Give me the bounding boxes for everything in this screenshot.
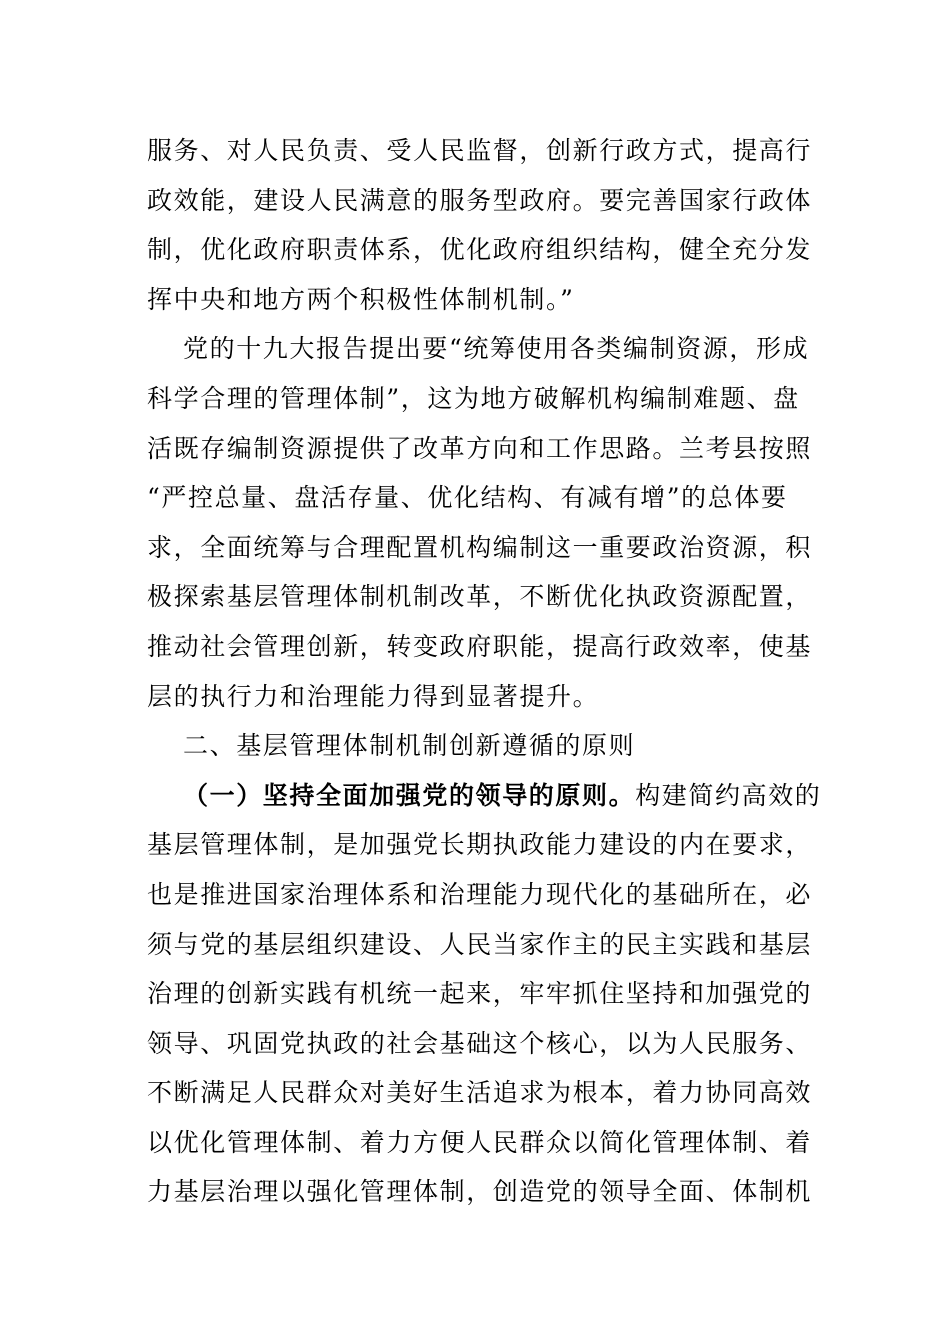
- body-line: 须与党的基层组织建设、人民当家作主的民主实践和基层: [147, 929, 813, 959]
- body-line: 极探索基层管理体制机制改革，不断优化执政资源配置，: [147, 582, 813, 612]
- body-line: 以优化管理体制、着力方便人民群众以简化管理体制、着: [147, 1127, 813, 1157]
- body-line: 活既存编制资源提供了改革方向和工作思路。兰考县按照: [147, 433, 813, 463]
- body-line: 不断满足人民群众对美好生活追求为根本，着力协同高效: [147, 1078, 813, 1108]
- subsection-line-rest: 构建简约高效的: [635, 780, 822, 810]
- body-line: 治理的创新实践有机统一起来，牢牢抓住坚持和加强党的: [147, 979, 813, 1009]
- body-line: 领导、巩固党执政的社会基础这个核心，以为人民服务、: [147, 1028, 813, 1058]
- body-line: 挥中央和地方两个积极性体制机制。”: [147, 284, 575, 314]
- body-line: 服务、对人民负责、受人民监督，创新行政方式，提高行: [147, 136, 813, 165]
- body-line: 力基层治理以强化管理体制，创造党的领导全面、体制机: [147, 1177, 813, 1207]
- body-line: 也是推进国家治理体系和治理能力现代化的基础所在，必: [147, 879, 813, 909]
- body-line: 政效能，建设人民满意的服务型政府。要完善国家行政体: [147, 185, 813, 215]
- body-line: 党的十九大报告提出要“统筹使用各类编制资源，形成: [183, 334, 810, 364]
- body-line: “严控总量、盘活存量、优化结构、有减有增”的总体要: [147, 483, 788, 513]
- body-line: 层的执行力和治理能力得到显著提升。: [147, 681, 600, 711]
- subsection-heading: （一）坚持全面加强党的领导的原则。: [183, 780, 636, 810]
- body-line: 求，全面统筹与合理配置机构编制这一重要政治资源，积: [147, 532, 813, 562]
- subsection-first-line: [147, 771, 822, 821]
- body-line: 制，优化政府职责体系，优化政府组织结构，健全充分发: [147, 235, 813, 265]
- body-line: 科学合理的管理体制”，这为地方破解机构编制难题、盘: [147, 383, 800, 413]
- document-body: [147, 126, 822, 1217]
- section-heading: 二、基层管理体制机制创新遵循的原则: [183, 731, 636, 761]
- body-line: 基层管理体制，是加强党长期执政能力建设的内在要求，: [147, 830, 813, 860]
- body-line: 推动社会管理创新，转变政府职能，提高行政效率，使基: [147, 631, 813, 661]
